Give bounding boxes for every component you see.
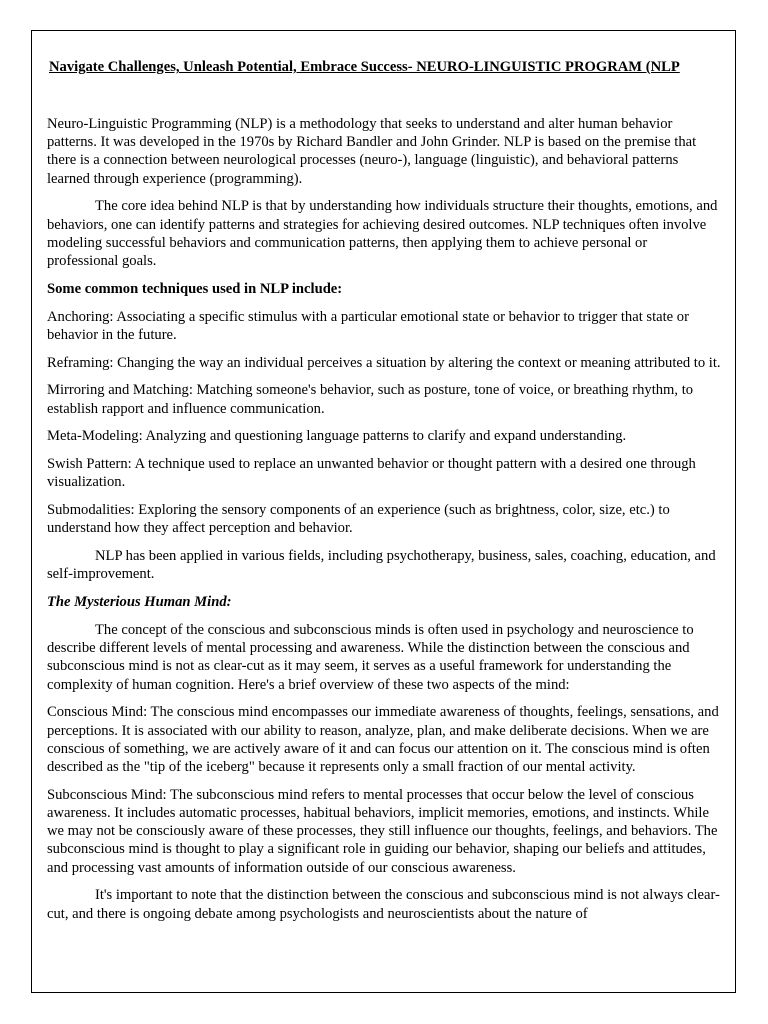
document-title: Navigate Challenges, Unleash Potential, Embrace Success- NEURO-LINGUISTIC PROGRAM (NLP xyxy=(49,59,680,75)
technique-submodalities: Submodalities: Exploring the sensory components of an experience (such as brightness, color, size, etc.) to understand how they affect perception and behavior. xyxy=(47,502,670,537)
paragraph-mind-concept: The concept of the conscious and subconscious minds is often used in psychology and neuroscience to describe different levels of mental processing and awareness. While the distinction between the conscious and subconscious mind is not as clear-cut as it may seem, it serves as a useful framework for understanding the complexity of human cognition. Here's a brief overview of these two aspects of the mind: xyxy=(47,622,694,693)
section-heading-human-mind: The Mysterious Human Mind: xyxy=(47,594,232,611)
technique-mirroring: Mirroring and Matching: Matching someone's behavior, such as posture, tone of voice, or breathing rhythm, to establish rapport and influence communication. xyxy=(47,382,694,417)
paragraph-conscious-mind: Conscious Mind: The conscious mind encompasses our immediate awareness of thoughts, feelings, sensations, and perceptions. It is associated with our ability to reason, analyze, plan, and make deliberate decisions. When we are conscious of something, we are actively aware of it and can focus our attention on it. The conscious mind is often described as the "tip of the iceberg" because it represents only a small fraction of our mental activity. xyxy=(47,704,719,776)
technique-reframing: Reframing: Changing the way an individual perceives a situation by altering the context or meaning attributed to it. xyxy=(47,354,721,371)
technique-meta-modeling: Meta-Modeling: Analyzing and questioning language patterns to clarify and expand understanding. xyxy=(47,428,627,445)
technique-anchoring: Anchoring: Associating a specific stimulus with a particular emotional state or behavior to trigger that state or behavior in the future. xyxy=(47,308,689,343)
paragraph-nlp-intro: Neuro-Linguistic Programming (NLP) is a methodology that seeks to understand and alter human behavior patterns. It was developed in the 1970s by Richard Bandler and John Grinder. NLP is based on the premise that there is a connection between neurological processes (neuro-), language (linguistic), and behavioral patterns learned through experience (programming). xyxy=(47,116,697,187)
technique-swish-pattern: Swish Pattern: A technique used to replace an unwanted behavior or thought pattern with a desired one through visualization. xyxy=(47,456,696,491)
paragraph-nlp-applications: NLP has been applied in various fields, including psychotherapy, business, sales, coaching, education, and self-improvement. xyxy=(47,548,716,583)
paragraph-core-idea: The core idea behind NLP is that by understanding how individuals structure their thoughts, emotions, and behaviors, one can identify patterns and strategies for achieving desired outcomes. NLP techniques often involve modeling successful behaviors and communication patterns, then applying them to achieve personal or professional goals. xyxy=(47,198,718,270)
paragraph-distinction-note: It's important to note that the distinction between the conscious and subconscious mind is not always clear-cut, and there is ongoing debate among psychologists and neuroscientists about the nature of xyxy=(47,887,720,922)
page-frame xyxy=(31,30,736,993)
techniques-heading: Some common techniques used in NLP include: xyxy=(47,280,343,297)
paragraph-subconscious-mind: Subconscious Mind: The subconscious mind refers to mental processes that occur below the level of conscious awareness. It includes automatic processes, habitual behaviors, implicit memories, emotions, and instincts. While we may not be consciously aware of these processes, they still influence our thoughts, feelings, and behaviors. The subconscious mind is thought to play a significant role in guiding our behavior, shaping our beliefs and attitudes, and processing vast amounts of information outside of our conscious awareness. xyxy=(47,786,718,876)
document-body xyxy=(47,58,721,932)
